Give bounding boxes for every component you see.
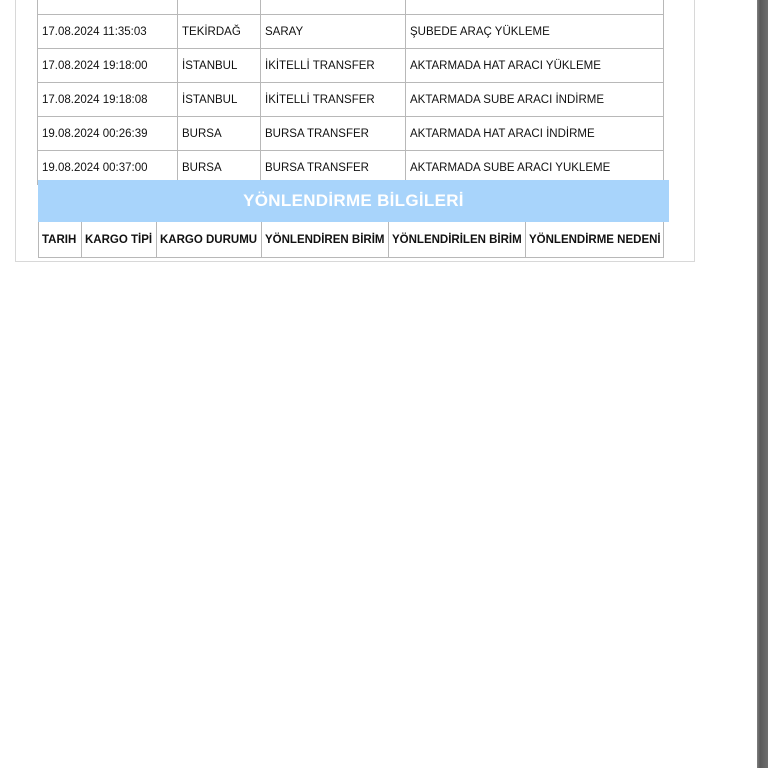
column-header-cargo-status: KARGO DURUMU: [157, 222, 262, 258]
redirect-section-title: YÖNLENDİRME BİLGİLERİ: [38, 180, 669, 222]
tracking-unit-cell: İKİTELLİ TRANSFER: [261, 49, 406, 83]
tracking-date-cell: 17.08.2024 19:18:08: [38, 83, 178, 117]
tracking-date-cell: 19.08.2024 00:26:39: [38, 117, 178, 151]
tracking-city-cell: BURSA: [178, 151, 261, 185]
page-edge: [757, 0, 768, 768]
table-row: [38, 83, 664, 117]
tracking-status-cell: AKTARMADA HAT ARACI İNDİRME: [406, 117, 664, 151]
tracking-date-cell: 17.08.2024 11:35:03: [38, 15, 178, 49]
tracking-city-cell: İSTANBUL: [178, 83, 261, 117]
table-row: [38, 117, 664, 151]
column-header-date: TARIH: [39, 222, 82, 258]
column-header-redirecting-unit: YÖNLENDİREN BİRİM: [262, 222, 389, 258]
column-header-redirect-reason: YÖNLENDİRME NEDENİ: [526, 222, 664, 258]
redirect-table: [38, 222, 664, 258]
tracking-unit-cell: BURSA TRANSFER: [261, 151, 406, 185]
tracking-city-cell: TEKİRDAĞ: [178, 15, 261, 49]
table-row: [38, 49, 664, 83]
tracking-unit-cell: SARAY: [261, 15, 406, 49]
tracking-city-cell: BURSA: [178, 117, 261, 151]
tracking-status-cell: AKTARMADA HAT ARACI YÜKLEME: [406, 49, 664, 83]
tracking-date-cell: 17.08.2024 19:18:00: [38, 49, 178, 83]
tracking-unit-cell: [261, 0, 406, 15]
tracking-status-cell: ŞUBEDE ARAÇ YÜKLEME: [406, 15, 664, 49]
table-row: [38, 15, 664, 49]
column-header-cargo-type: KARGO TİPİ: [82, 222, 157, 258]
tracking-status-cell: AKTARMADA SUBE ARACI YUKLEME: [406, 151, 664, 185]
tracking-table: [37, 0, 664, 185]
tracking-unit-cell: BURSA TRANSFER: [261, 117, 406, 151]
tracking-city-cell: İSTANBUL: [178, 49, 261, 83]
column-header-redirected-unit: YÖNLENDİRİLEN BİRİM: [389, 222, 526, 258]
tracking-date-cell: 19.08.2024 00:37:00: [38, 151, 178, 185]
tracking-date-cell: [38, 0, 178, 15]
tracking-city-cell: [178, 0, 261, 15]
tracking-status-cell: AKTARMADA SUBE ARACI İNDİRME: [406, 83, 664, 117]
tracking-unit-cell: İKİTELLİ TRANSFER: [261, 83, 406, 117]
table-row: [38, 0, 664, 15]
tracking-status-cell: [406, 0, 664, 15]
redirect-header-row: [39, 222, 664, 258]
